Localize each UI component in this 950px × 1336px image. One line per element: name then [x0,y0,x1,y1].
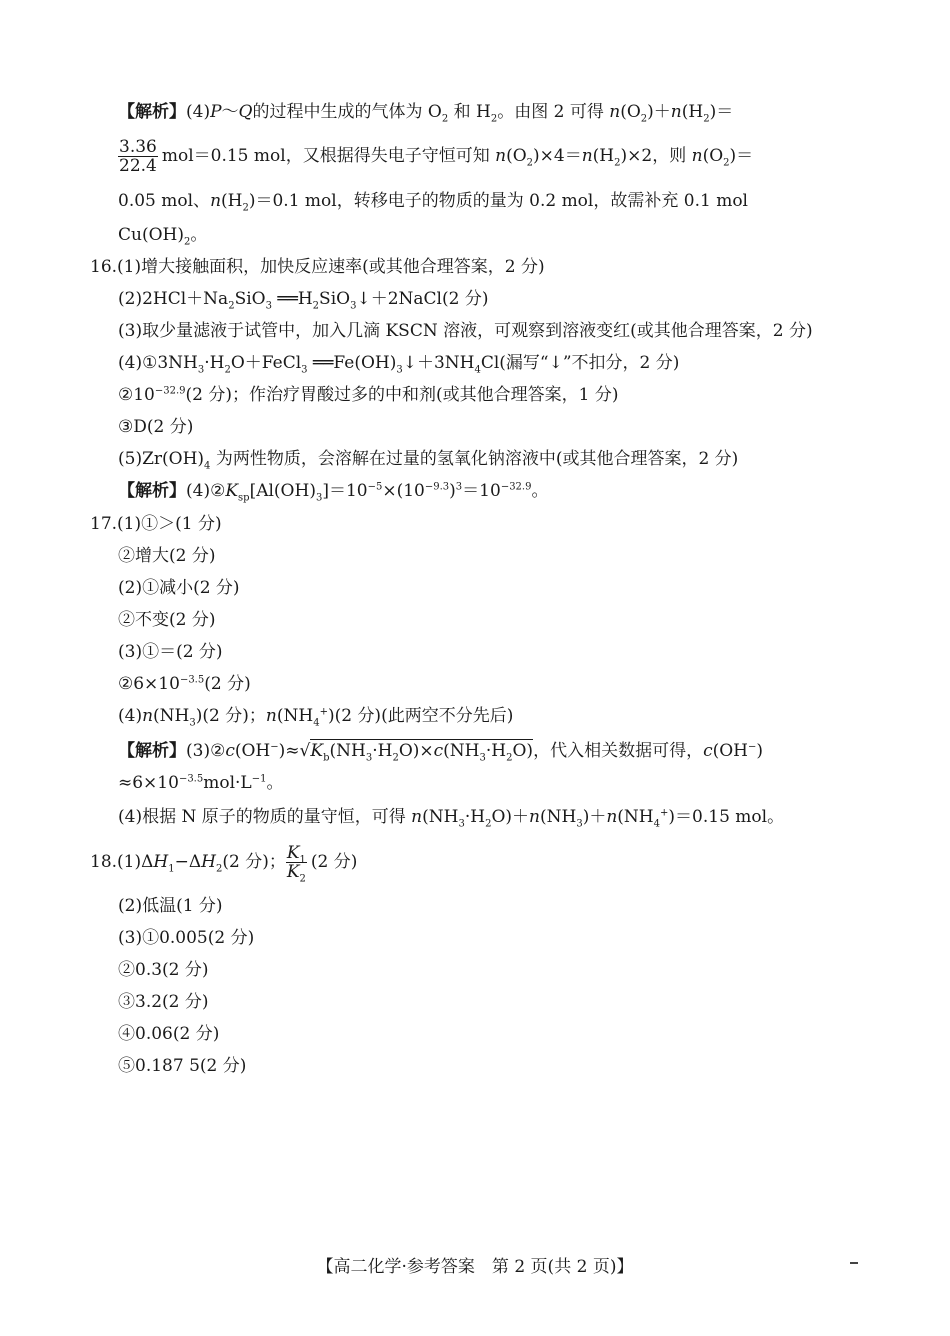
q16-answer-6: ③D(2 分) [118,417,194,437]
q15-analysis-line-1: 【解析】(4)P～Q的过程中生成的气体为 $O_2$ 和 $H_2$。由图 2 可得 $n(O_2)+n(H_2)=$ [118,102,734,125]
q17-answer-7: $(4)n(NH_3)(2$ 分)；$n(NH_4^+)(2$ 分)(此两空不分先后) [118,706,514,729]
q17-answer-1: 17.(1)①＞(1 分) [90,514,222,534]
q18-answer-2: (2)低温(1 分) [118,896,223,916]
fraction: $\frac{K_1}{K_2}$ [286,843,306,885]
analysis-label: 【解析】 [118,741,186,761]
q17-answer-2: ②增大(2 分) [118,546,216,566]
q15-analysis-line-2: $\frac{3.36}{22.4}$ mol＝0.15 mol，又根据得失电子守恒可知 $n(O_2)\times 4=n(H_2)\times 2$，则 $n(O_2)=$ [119,137,754,176]
q17-analysis-line-3: (4)根据 N 原子的物质的量守恒，可得 $n(NH_3\cdot H_2O)+n(NH_3)+n(NH_4^+)=0.15$ mol。 [118,807,785,830]
q16-answer-3: (3)取少量滤液于试管中，加入几滴 KSCN 溶液，可观察到溶液变红(或其他合理答案，2 分) [118,321,813,341]
square-root-body: $K_b(NH_3\cdot H_2O)\times c(NH_3\cdot H_2O)$ [310,741,534,764]
q16-answer-1: 16.(1)增大接触面积，加快反应速率(或其他合理答案，2 分) [90,257,545,277]
q16-answer-7: $(5)Zr(OH)_4$ 为两性物质，会溶解在过量的氢氧化钠溶液中(或其他合理答案，2 分) [118,449,739,472]
q15-analysis-line-4: $Cu(OH)_2$。 [118,225,208,248]
q17-answer-5: (3)①＝(2 分) [118,642,223,662]
q17-analysis-line-2: $\approx 6\times 10^{-3.5}mol\cdot L^{-1}$。 [118,773,284,793]
q17-answer-4: ②不变(2 分) [118,610,216,630]
q17-answer-3: (2)①减小(2 分) [118,578,240,598]
q18-answer-7: ⑤0.187 5(2 分) [118,1056,247,1076]
q18-answer-6: ④0.06(2 分) [118,1024,220,1044]
q16-answer-4: $(4)①3NH_3\cdot H_2O+FeCl_3$ $══Fe(OH)_3↓+3NH_4Cl$(漏写“↓”不扣分，2 分) [118,353,680,376]
q16-answer-5: $②10^{-32.9}(2$ 分)；作治疗胃酸过多的中和剂(或其他合理答案，1 分) [118,385,619,405]
q18-answer-1: $18.(1)\Delta H_1-\Delta H_2(2$ 分)； $\frac{K_1}{K_2}$ (2 分) [90,843,358,885]
q18-answer-4: ②0.3(2 分) [118,960,209,980]
q15-analysis-line-3: 0.05 mol、$n(H_2)=0.1$ mol，转移电子的物质的量为 0.2 mol，故需补充 0.1 mol [118,191,748,214]
q17-analysis-line-1: 【解析】$(3)②c(OH^-)\approx√K_b(NH_3\cdot H_2O)\times c(NH_3\cdot H_2O)$，代入相关数据可得，c(OH−) [118,741,764,764]
fraction: $\frac{3.36}{22.4}$ [119,137,157,176]
q16-answer-2: $(2)2HCl+Na_2SiO_3$ $══H_2SiO_3↓+2NaCl(2$ 分) [118,289,489,312]
scan-mark [850,1262,858,1264]
analysis-label: 【解析】 [118,102,186,122]
page-footer: 【高二化学·参考答案 第 2 页(共 2 页)】 [316,1257,634,1277]
q16-analysis: 【解析】$(4)②K_{sp}[Al(OH)_3]=10^{-5}\times(10^{-9.3})^3=10^{-32.9}$。 [118,481,549,504]
analysis-label: 【解析】 [118,481,186,501]
q18-answer-3: (3)①0.005(2 分) [118,928,255,948]
q17-answer-6: $②6\times 10^{-3.5}(2$ 分) [118,674,251,694]
q18-answer-5: ③3.2(2 分) [118,992,209,1012]
